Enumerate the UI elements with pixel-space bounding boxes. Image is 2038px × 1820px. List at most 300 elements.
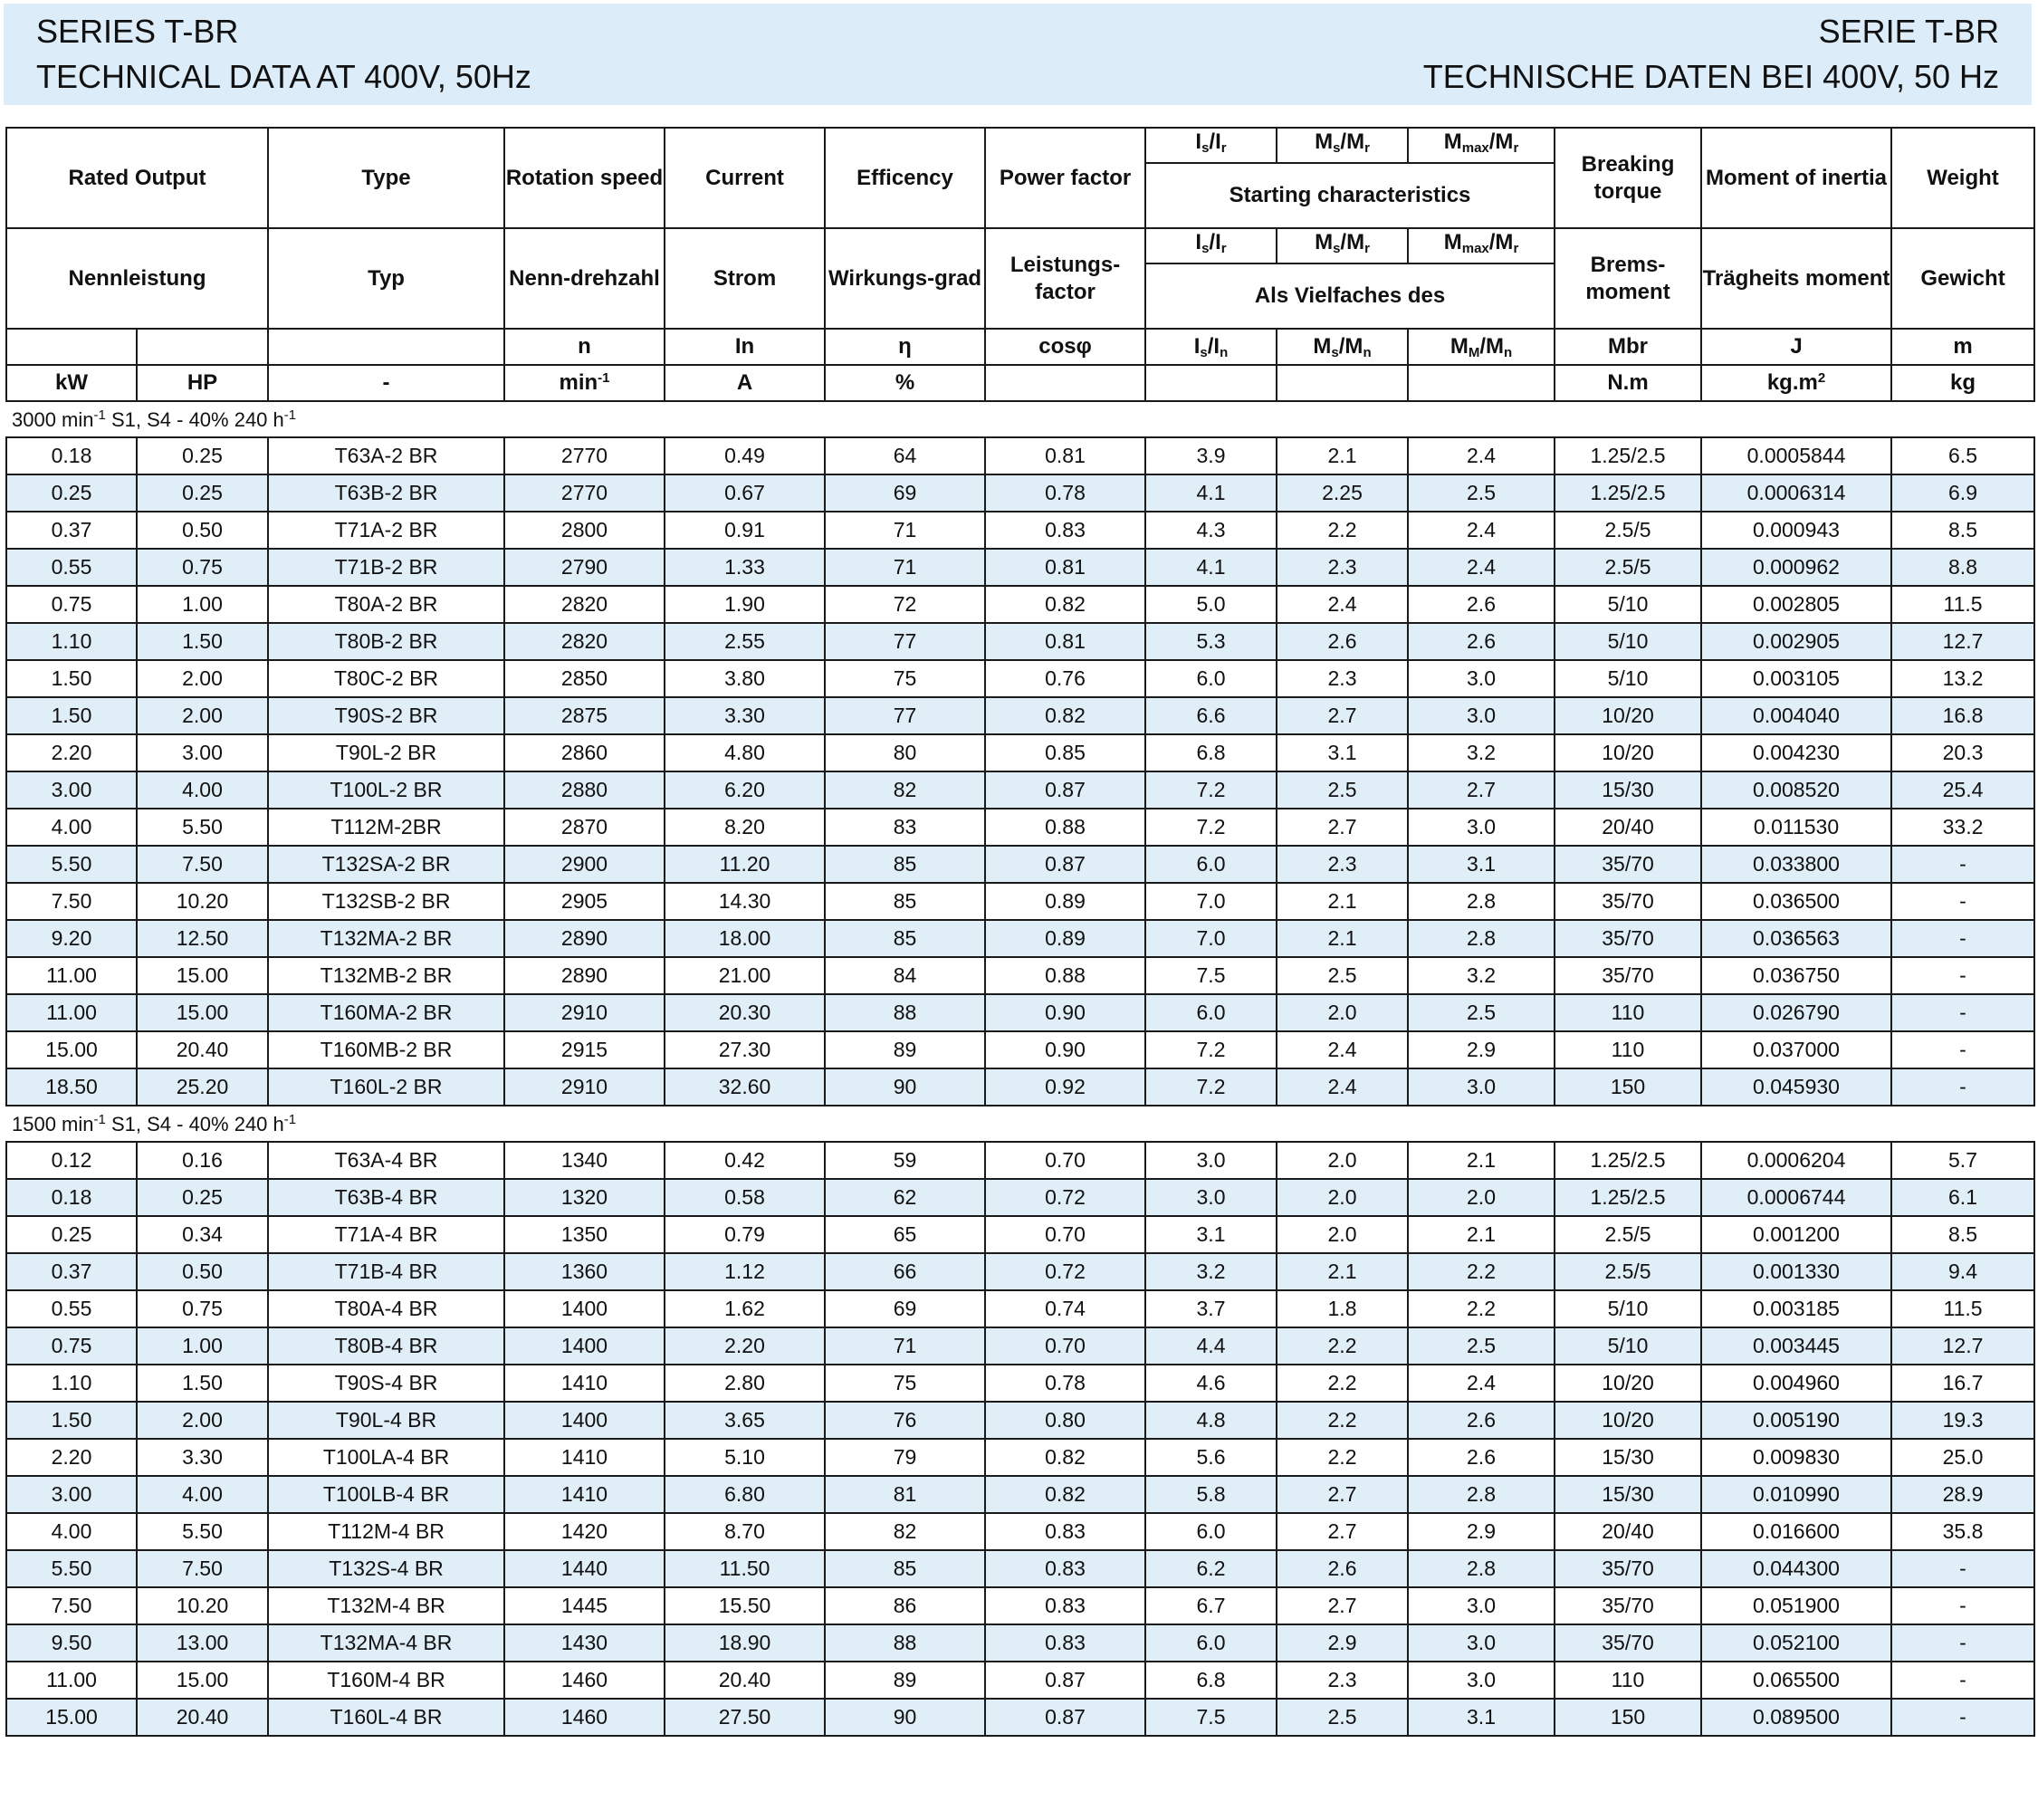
- cell-is-ir: 4.6: [1145, 1365, 1277, 1402]
- cell-mmax-mr: 2.9: [1408, 1513, 1555, 1550]
- cell-power-factor: 0.90: [985, 1031, 1145, 1068]
- cell-weight: 9.4: [1891, 1253, 2034, 1290]
- cell-power-factor: 0.87: [985, 1662, 1145, 1699]
- cell-is-ir: 7.5: [1145, 1699, 1277, 1736]
- unit-kw: kW: [6, 365, 137, 401]
- cell-weight: -: [1891, 1068, 2034, 1106]
- symbol-mbr: Mbr: [1555, 329, 1701, 365]
- cell-speed: 2850: [504, 660, 665, 697]
- cell-inertia: 0.000962: [1701, 549, 1891, 586]
- cell-mmax-mr: 3.0: [1408, 1068, 1555, 1106]
- col-traegheitsmoment: Trägheits moment: [1701, 228, 1891, 329]
- cell-efficiency: 85: [825, 846, 985, 883]
- cell-kw: 4.00: [6, 809, 137, 846]
- cell-efficiency: 82: [825, 771, 985, 809]
- cell-speed: 2880: [504, 771, 665, 809]
- symbol-ms-mn: $M_s/M_n$: [1277, 329, 1408, 365]
- cell-ms-mr: 2.9: [1277, 1624, 1408, 1662]
- cell-is-ir: 6.0: [1145, 994, 1277, 1031]
- symbol-cos: cosφ: [985, 329, 1145, 365]
- cell-weight: 33.2: [1891, 809, 2034, 846]
- cell-ms-mr: 2.4: [1277, 586, 1408, 623]
- cell-current: 0.42: [665, 1142, 825, 1179]
- col-leistungsfactor: Leistungs-factor: [985, 228, 1145, 329]
- cell-type: T132M-4 BR: [268, 1587, 504, 1624]
- cell-current: 3.30: [665, 697, 825, 734]
- unit-cos-blank: [985, 365, 1145, 401]
- cell-inertia: 0.008520: [1701, 771, 1891, 809]
- cell-ms-mr: 3.1: [1277, 734, 1408, 771]
- cell-hp: 20.40: [137, 1031, 268, 1068]
- cell-efficiency: 85: [825, 920, 985, 957]
- cell-efficiency: 89: [825, 1031, 985, 1068]
- cell-type: T112M-4 BR: [268, 1513, 504, 1550]
- cell-ms-mr: 2.25: [1277, 474, 1408, 512]
- cell-power-factor: 0.81: [985, 437, 1145, 474]
- cell-inertia: 0.004230: [1701, 734, 1891, 771]
- cell-power-factor: 0.76: [985, 660, 1145, 697]
- cell-weight: 6.1: [1891, 1179, 2034, 1216]
- cell-current: 14.30: [665, 883, 825, 920]
- table-row: [6, 1068, 2034, 1106]
- cell-hp: 15.00: [137, 994, 268, 1031]
- cell-breaking-torque: 110: [1555, 1662, 1701, 1699]
- cell-mmax-mr: 3.0: [1408, 1587, 1555, 1624]
- cell-efficiency: 90: [825, 1699, 985, 1736]
- cell-speed: 1400: [504, 1402, 665, 1439]
- table-row: [6, 1031, 2034, 1068]
- table-row: [6, 1476, 2034, 1513]
- cell-speed: 2770: [504, 437, 665, 474]
- cell-mmax-mr: 2.8: [1408, 1550, 1555, 1587]
- table-row: [6, 1550, 2034, 1587]
- cell-hp: 10.20: [137, 1587, 268, 1624]
- title-banner: [4, 4, 2032, 105]
- cell-efficiency: 62: [825, 1179, 985, 1216]
- cell-type: T80A-4 BR: [268, 1290, 504, 1327]
- col-moment-of-inertia: Moment of inertia: [1701, 128, 1891, 228]
- cell-kw: 7.50: [6, 1587, 137, 1624]
- cell-weight: -: [1891, 1587, 2034, 1624]
- cell-is-ir: 6.7: [1145, 1587, 1277, 1624]
- cell-power-factor: 0.83: [985, 1587, 1145, 1624]
- cell-efficiency: 85: [825, 1550, 985, 1587]
- cell-type: T71B-4 BR: [268, 1253, 504, 1290]
- cell-hp: 2.00: [137, 660, 268, 697]
- cell-weight: -: [1891, 1550, 2034, 1587]
- cell-breaking-torque: 15/30: [1555, 1439, 1701, 1476]
- table-row: [6, 437, 2034, 474]
- cell-weight: 6.9: [1891, 474, 2034, 512]
- cell-speed: 2860: [504, 734, 665, 771]
- cell-efficiency: 69: [825, 474, 985, 512]
- cell-breaking-torque: 35/70: [1555, 920, 1701, 957]
- cell-mmax-mr: 3.0: [1408, 1662, 1555, 1699]
- cell-hp: 10.20: [137, 883, 268, 920]
- cell-is-ir: 6.8: [1145, 1662, 1277, 1699]
- cell-is-ir: 7.5: [1145, 957, 1277, 994]
- cell-efficiency: 88: [825, 1624, 985, 1662]
- cell-inertia: 0.0006314: [1701, 474, 1891, 512]
- cell-power-factor: 0.82: [985, 1476, 1145, 1513]
- cell-efficiency: 80: [825, 734, 985, 771]
- cell-ms-mr: 2.3: [1277, 1662, 1408, 1699]
- cell-weight: 11.5: [1891, 586, 2034, 623]
- cell-efficiency: 90: [825, 1068, 985, 1106]
- cell-speed: 1340: [504, 1142, 665, 1179]
- cell-efficiency: 89: [825, 1662, 985, 1699]
- cell-power-factor: 0.70: [985, 1216, 1145, 1253]
- cell-breaking-torque: 35/70: [1555, 1550, 1701, 1587]
- cell-hp: 3.30: [137, 1439, 268, 1476]
- cell-hp: 0.34: [137, 1216, 268, 1253]
- cell-inertia: 0.036563: [1701, 920, 1891, 957]
- cell-power-factor: 0.92: [985, 1068, 1145, 1106]
- cell-efficiency: 77: [825, 623, 985, 660]
- cell-is-ir: 5.3: [1145, 623, 1277, 660]
- cell-ms-mr: 2.2: [1277, 1402, 1408, 1439]
- cell-current: 5.10: [665, 1439, 825, 1476]
- cell-type: T90L-4 BR: [268, 1402, 504, 1439]
- cell-power-factor: 0.87: [985, 771, 1145, 809]
- cell-kw: 0.12: [6, 1142, 137, 1179]
- symbol-row: [6, 329, 2034, 365]
- cell-inertia: 0.036500: [1701, 883, 1891, 920]
- cell-kw: 0.25: [6, 1216, 137, 1253]
- cell-mmax-mr: 2.1: [1408, 1142, 1555, 1179]
- cell-type: T80C-2 BR: [268, 660, 504, 697]
- cell-efficiency: 69: [825, 1290, 985, 1327]
- cell-ms-mr: 2.1: [1277, 920, 1408, 957]
- cell-ms-mr: 2.7: [1277, 1476, 1408, 1513]
- cell-current: 3.80: [665, 660, 825, 697]
- cell-hp: 1.00: [137, 1327, 268, 1365]
- cell-speed: 2900: [504, 846, 665, 883]
- col-rotation-speed: Rotation speed: [504, 128, 665, 228]
- cell-speed: 1410: [504, 1439, 665, 1476]
- cell-power-factor: 0.83: [985, 1624, 1145, 1662]
- cell-ms-mr: 2.3: [1277, 846, 1408, 883]
- cell-efficiency: 72: [825, 586, 985, 623]
- symbol-is-in: $I_s/I_n$: [1145, 329, 1277, 365]
- cell-mmax-mr: 2.0: [1408, 1179, 1555, 1216]
- cell-hp: 1.50: [137, 1365, 268, 1402]
- cell-inertia: 0.003105: [1701, 660, 1891, 697]
- cell-kw: 9.50: [6, 1624, 137, 1662]
- cell-hp: 25.20: [137, 1068, 268, 1106]
- cell-kw: 11.00: [6, 957, 137, 994]
- cell-kw: 1.10: [6, 623, 137, 660]
- table-row: [6, 549, 2034, 586]
- cell-kw: 11.00: [6, 1662, 137, 1699]
- cell-weight: 16.8: [1891, 697, 2034, 734]
- cell-current: 2.80: [665, 1365, 825, 1402]
- cell-hp: 12.50: [137, 920, 268, 957]
- cell-speed: 2905: [504, 883, 665, 920]
- cell-hp: 0.75: [137, 1290, 268, 1327]
- cell-is-ir: 3.7: [1145, 1290, 1277, 1327]
- symbol-kw-blank: [6, 329, 137, 365]
- cell-hp: 0.75: [137, 549, 268, 586]
- section-header: [6, 401, 2034, 437]
- cell-current: 8.70: [665, 1513, 825, 1550]
- cell-ms-mr: 2.1: [1277, 437, 1408, 474]
- cell-efficiency: 71: [825, 1327, 985, 1365]
- cell-inertia: 0.044300: [1701, 1550, 1891, 1587]
- cell-ms-mr: 2.2: [1277, 1327, 1408, 1365]
- cell-breaking-torque: 5/10: [1555, 1290, 1701, 1327]
- col-strom: Strom: [665, 228, 825, 329]
- cell-speed: 2770: [504, 474, 665, 512]
- cell-breaking-torque: 20/40: [1555, 809, 1701, 846]
- cell-type: T71A-4 BR: [268, 1216, 504, 1253]
- cell-breaking-torque: 35/70: [1555, 846, 1701, 883]
- cell-ms-mr: 2.0: [1277, 1142, 1408, 1179]
- cell-inertia: 0.0006744: [1701, 1179, 1891, 1216]
- cell-current: 18.90: [665, 1624, 825, 1662]
- cell-hp: 4.00: [137, 771, 268, 809]
- cell-breaking-torque: 5/10: [1555, 586, 1701, 623]
- col-rated-output: Rated Output: [6, 128, 268, 228]
- cell-inertia: 0.005190: [1701, 1402, 1891, 1439]
- cell-efficiency: 75: [825, 1365, 985, 1402]
- cell-power-factor: 0.81: [985, 549, 1145, 586]
- cell-ms-mr: 2.6: [1277, 1550, 1408, 1587]
- cell-type: T80B-4 BR: [268, 1327, 504, 1365]
- cell-breaking-torque: 5/10: [1555, 660, 1701, 697]
- header-row-en-top: [6, 128, 2034, 163]
- table-row: [6, 1290, 2034, 1327]
- cell-speed: 1400: [504, 1290, 665, 1327]
- cell-inertia: 0.003445: [1701, 1327, 1891, 1365]
- table-row: [6, 883, 2034, 920]
- cell-type: T90S-2 BR: [268, 697, 504, 734]
- symbol-eta: η: [825, 329, 985, 365]
- section-label: 1500 $\min^{-1} S1$, S4 - 40% 240 $h^{-1}$: [6, 1106, 2034, 1142]
- cell-kw: 18.50: [6, 1068, 137, 1106]
- cell-power-factor: 0.80: [985, 1402, 1145, 1439]
- cell-speed: 1320: [504, 1179, 665, 1216]
- cell-current: 11.20: [665, 846, 825, 883]
- cell-speed: 1440: [504, 1550, 665, 1587]
- col-ms-mr: $M_s/M_r$: [1277, 128, 1408, 163]
- cell-kw: 11.00: [6, 994, 137, 1031]
- table-row: [6, 1327, 2034, 1365]
- cell-current: 0.67: [665, 474, 825, 512]
- cell-breaking-torque: 150: [1555, 1068, 1701, 1106]
- cell-mmax-mr: 3.0: [1408, 697, 1555, 734]
- table-row: [6, 1179, 2034, 1216]
- cell-is-ir: 6.0: [1145, 1513, 1277, 1550]
- cell-kw: 0.37: [6, 512, 137, 549]
- cell-ms-mr: 2.3: [1277, 549, 1408, 586]
- series-title-en: SERIES T-BR: [36, 13, 239, 50]
- cell-kw: 1.10: [6, 1365, 137, 1402]
- cell-type: T80A-2 BR: [268, 586, 504, 623]
- section-label: 3000 $\min^{-1} S1$, S4 - 40% 240 $h^{-1}$: [6, 401, 2034, 437]
- cell-type: T132MA-4 BR: [268, 1624, 504, 1662]
- table-row: [6, 512, 2034, 549]
- cell-weight: 19.3: [1891, 1402, 2034, 1439]
- cell-type: T63A-4 BR: [268, 1142, 504, 1179]
- cell-is-ir: 3.0: [1145, 1142, 1277, 1179]
- table-row: [6, 697, 2034, 734]
- col-nennleistung: Nennleistung: [6, 228, 268, 329]
- col-mmax-mr-de: $M_{max}/M_r$: [1408, 228, 1555, 263]
- cell-power-factor: 0.82: [985, 586, 1145, 623]
- cell-hp: 2.00: [137, 697, 268, 734]
- col-typ: Typ: [268, 228, 504, 329]
- cell-weight: 13.2: [1891, 660, 2034, 697]
- cell-kw: 0.25: [6, 474, 137, 512]
- cell-breaking-torque: 5/10: [1555, 1327, 1701, 1365]
- cell-mmax-mr: 2.6: [1408, 586, 1555, 623]
- cell-power-factor: 0.88: [985, 809, 1145, 846]
- cell-breaking-torque: 110: [1555, 1031, 1701, 1068]
- cell-power-factor: 0.83: [985, 1513, 1145, 1550]
- cell-inertia: 0.004960: [1701, 1365, 1891, 1402]
- cell-weight: 11.5: [1891, 1290, 2034, 1327]
- cell-breaking-torque: 10/20: [1555, 1402, 1701, 1439]
- cell-type: T100LA-4 BR: [268, 1439, 504, 1476]
- col-power-factor: Power factor: [985, 128, 1145, 228]
- cell-inertia: 0.026790: [1701, 994, 1891, 1031]
- cell-current: 18.00: [665, 920, 825, 957]
- cell-current: 2.20: [665, 1327, 825, 1365]
- cell-is-ir: 4.4: [1145, 1327, 1277, 1365]
- cell-kw: 0.75: [6, 586, 137, 623]
- cell-breaking-torque: 15/30: [1555, 1476, 1701, 1513]
- cell-current: 32.60: [665, 1068, 825, 1106]
- cell-power-factor: 0.82: [985, 1439, 1145, 1476]
- symbol-j: J: [1701, 329, 1891, 365]
- cell-breaking-torque: 2.5/5: [1555, 512, 1701, 549]
- cell-kw: 3.00: [6, 1476, 137, 1513]
- cell-power-factor: 0.70: [985, 1142, 1145, 1179]
- cell-hp: 7.50: [137, 846, 268, 883]
- cell-inertia: 0.003185: [1701, 1290, 1891, 1327]
- cell-weight: -: [1891, 1624, 2034, 1662]
- cell-current: 27.50: [665, 1699, 825, 1736]
- cell-current: 6.80: [665, 1476, 825, 1513]
- table-row: [6, 809, 2034, 846]
- cell-power-factor: 0.72: [985, 1179, 1145, 1216]
- cell-hp: 4.00: [137, 1476, 268, 1513]
- cell-is-ir: 6.2: [1145, 1550, 1277, 1587]
- series-title-de: SERIE T-BR: [1818, 13, 1999, 50]
- cell-ms-mr: 2.5: [1277, 1699, 1408, 1736]
- cell-speed: 2890: [504, 920, 665, 957]
- cell-current: 1.12: [665, 1253, 825, 1290]
- cell-speed: 2820: [504, 586, 665, 623]
- cell-is-ir: 6.0: [1145, 1624, 1277, 1662]
- cell-power-factor: 0.89: [985, 920, 1145, 957]
- cell-hp: 0.50: [137, 1253, 268, 1290]
- cell-mmax-mr: 2.2: [1408, 1253, 1555, 1290]
- cell-inertia: 0.051900: [1701, 1587, 1891, 1624]
- cell-speed: 1400: [504, 1327, 665, 1365]
- cell-speed: 1410: [504, 1476, 665, 1513]
- cell-is-ir: 6.0: [1145, 660, 1277, 697]
- cell-ms-mr: 2.2: [1277, 1439, 1408, 1476]
- cell-mmax-mr: 3.2: [1408, 957, 1555, 994]
- cell-is-ir: 4.8: [1145, 1402, 1277, 1439]
- unit-blank-1: [1145, 365, 1277, 401]
- cell-mmax-mr: 3.0: [1408, 660, 1555, 697]
- table-row: [6, 771, 2034, 809]
- cell-inertia: 0.002905: [1701, 623, 1891, 660]
- col-weight: Weight: [1891, 128, 2034, 228]
- cell-speed: 2890: [504, 957, 665, 994]
- cell-is-ir: 3.1: [1145, 1216, 1277, 1253]
- cell-hp: 5.50: [137, 1513, 268, 1550]
- table-row: [6, 1624, 2034, 1662]
- cell-weight: 8.8: [1891, 549, 2034, 586]
- cell-inertia: 0.009830: [1701, 1439, 1891, 1476]
- cell-ms-mr: 2.1: [1277, 1253, 1408, 1290]
- cell-type: T160MA-2 BR: [268, 994, 504, 1031]
- table-row: [6, 920, 2034, 957]
- cell-efficiency: 71: [825, 549, 985, 586]
- cell-type: T100LB-4 BR: [268, 1476, 504, 1513]
- cell-mmax-mr: 2.6: [1408, 1439, 1555, 1476]
- cell-mmax-mr: 2.8: [1408, 883, 1555, 920]
- cell-weight: 16.7: [1891, 1365, 2034, 1402]
- cell-inertia: 0.010990: [1701, 1476, 1891, 1513]
- cell-speed: 2915: [504, 1031, 665, 1068]
- cell-current: 1.33: [665, 549, 825, 586]
- cell-mmax-mr: 2.6: [1408, 1402, 1555, 1439]
- cell-breaking-torque: 35/70: [1555, 1624, 1701, 1662]
- cell-type: T71A-2 BR: [268, 512, 504, 549]
- col-ms-mr-de: $M_s/M_r$: [1277, 228, 1408, 263]
- cell-kw: 0.37: [6, 1253, 137, 1290]
- cell-speed: 2800: [504, 512, 665, 549]
- cell-type: T80B-2 BR: [268, 623, 504, 660]
- cell-breaking-torque: 10/20: [1555, 734, 1701, 771]
- cell-breaking-torque: 35/70: [1555, 883, 1701, 920]
- table-row: [6, 660, 2034, 697]
- col-wirkungsgrad: Wirkungs-grad: [825, 228, 985, 329]
- cell-kw: 1.50: [6, 697, 137, 734]
- cell-inertia: 0.045930: [1701, 1068, 1891, 1106]
- section-header: [6, 1106, 2034, 1142]
- cell-speed: 2910: [504, 994, 665, 1031]
- cell-ms-mr: 2.5: [1277, 957, 1408, 994]
- cell-is-ir: 6.8: [1145, 734, 1277, 771]
- cell-efficiency: 85: [825, 883, 985, 920]
- cell-inertia: 0.0005844: [1701, 437, 1891, 474]
- cell-mmax-mr: 3.0: [1408, 1624, 1555, 1662]
- cell-mmax-mr: 2.4: [1408, 1365, 1555, 1402]
- subtitle-de: TECHNISCHE DATEN BEI 400V, 50 Hz: [1422, 58, 1999, 95]
- cell-breaking-torque: 1.25/2.5: [1555, 1142, 1701, 1179]
- cell-kw: 2.20: [6, 1439, 137, 1476]
- cell-type: T160L-4 BR: [268, 1699, 504, 1736]
- cell-efficiency: 88: [825, 994, 985, 1031]
- cell-kw: 3.00: [6, 771, 137, 809]
- cell-kw: 15.00: [6, 1031, 137, 1068]
- subtitle-en: TECHNICAL DATA AT 400V, 50Hz: [36, 58, 531, 95]
- cell-is-ir: 3.9: [1145, 437, 1277, 474]
- cell-current: 11.50: [665, 1550, 825, 1587]
- cell-power-factor: 0.78: [985, 474, 1145, 512]
- cell-ms-mr: 2.6: [1277, 623, 1408, 660]
- cell-kw: 9.20: [6, 920, 137, 957]
- cell-power-factor: 0.74: [985, 1290, 1145, 1327]
- cell-mmax-mr: 2.8: [1408, 920, 1555, 957]
- cell-speed: 1460: [504, 1662, 665, 1699]
